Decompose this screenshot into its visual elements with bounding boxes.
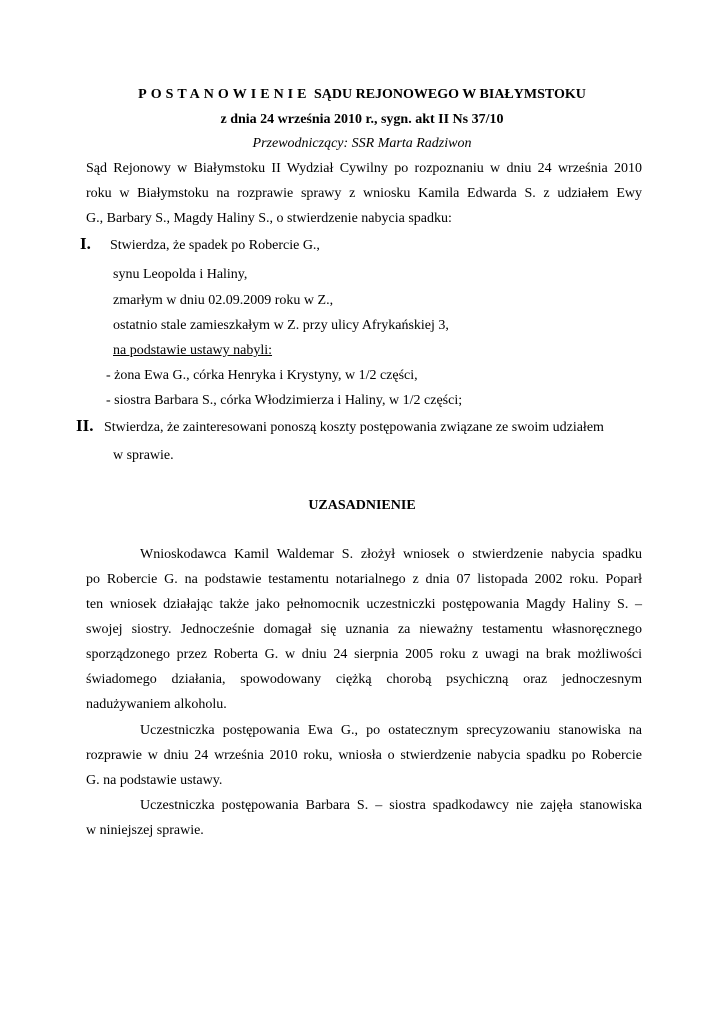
intro-line: Sąd Rejonowy w Białymstoku II Wydział Cywilny po rozpoznaniu w dniu 24 września 2010 xyxy=(86,161,642,176)
intro-line: G., Barbary S., Magdy Haliny S., o stwierdzenie nabycia spadku: xyxy=(86,211,452,226)
justification-heading: UZASADNIENIE xyxy=(308,498,416,513)
presiding-judge: Przewodniczący: SSR Marta Radziwon xyxy=(252,136,472,151)
justification-line: po Robercie G. na podstawie testamentu notarialnego z dnia 07 listopada 2002 roku. Poparł xyxy=(86,572,642,587)
document-date-line: z dnia 24 września 2010 r., sygn. akt II Ns 37/10 xyxy=(220,112,504,127)
justification-line: rozprawie w dniu 24 września 2010 roku, wniosła o stwierdzenie nabycia spadku po Robercie xyxy=(86,748,642,763)
point-1-line: zmarłym w dniu 02.09.2009 roku w Z., xyxy=(113,293,334,308)
point-2-numeral: II. xyxy=(76,416,94,435)
heir-item: - siostra Barbara S., córka Włodzimierza i Haliny, w 1/2 części; xyxy=(106,393,463,408)
justification-line: Uczestniczka postępowania Barbara S. – siostra spadkodawcy nie zajęła stanowiska xyxy=(140,798,642,813)
justification-line: w niniejszej sprawie. xyxy=(86,823,204,838)
point-1-line: synu Leopolda i Haliny, xyxy=(113,267,248,282)
document-title: POSTANOWIENIE SĄDU REJONOWEGO W BIAŁYMSTOKU xyxy=(138,87,586,102)
point-2-line: w sprawie. xyxy=(113,448,174,463)
heirs-label: na podstawie ustawy nabyli: xyxy=(113,343,273,358)
heir-item: - żona Ewa G., córka Henryka i Krystyny, w 1/2 części, xyxy=(106,368,418,383)
point-1-line: ostatnio stale zamieszkałym w Z. przy ulicy Afrykańskiej 3, xyxy=(113,318,449,333)
justification-line: świadomego działania, spowodowany ciężką chorobą psychiczną oraz jednoczesnym xyxy=(86,672,642,687)
justification-line: sporządzonego przez Roberta G. w dniu 24 sierpnia 2005 roku z uwagi na brak możliwości xyxy=(86,647,642,662)
justification-line: ten wniosek działając także jako pełnomocnik uczestniczki postępowania Magdy Haliny S. – xyxy=(86,597,642,612)
point-1-numeral: I. xyxy=(80,234,91,253)
justification-line: Uczestniczka postępowania Ewa G., po ostatecznym sprecyzowaniu stanowiska na xyxy=(140,723,642,738)
point-2-line: Stwierdza, że zainteresowani ponoszą koszty postępowania związane ze swoim udziałem xyxy=(104,420,604,435)
justification-line: nadużywaniem alkoholu. xyxy=(86,697,227,712)
intro-line: roku w Białymstoku na rozprawie sprawy z wniosku Kamila Edwarda S. z udziałem Ewy xyxy=(86,186,642,201)
justification-line: Wnioskodawca Kamil Waldemar S. złożył wniosek o stwierdzenie nabycia spadku xyxy=(140,547,642,562)
justification-line: G. na podstawie ustawy. xyxy=(86,773,223,788)
justification-line: swojej siostry. Jednocześnie domagał się uznania za nieważny testamentu własnoręcznego xyxy=(86,622,642,637)
point-1-line: Stwierdza, że spadek po Robercie G., xyxy=(110,238,320,253)
